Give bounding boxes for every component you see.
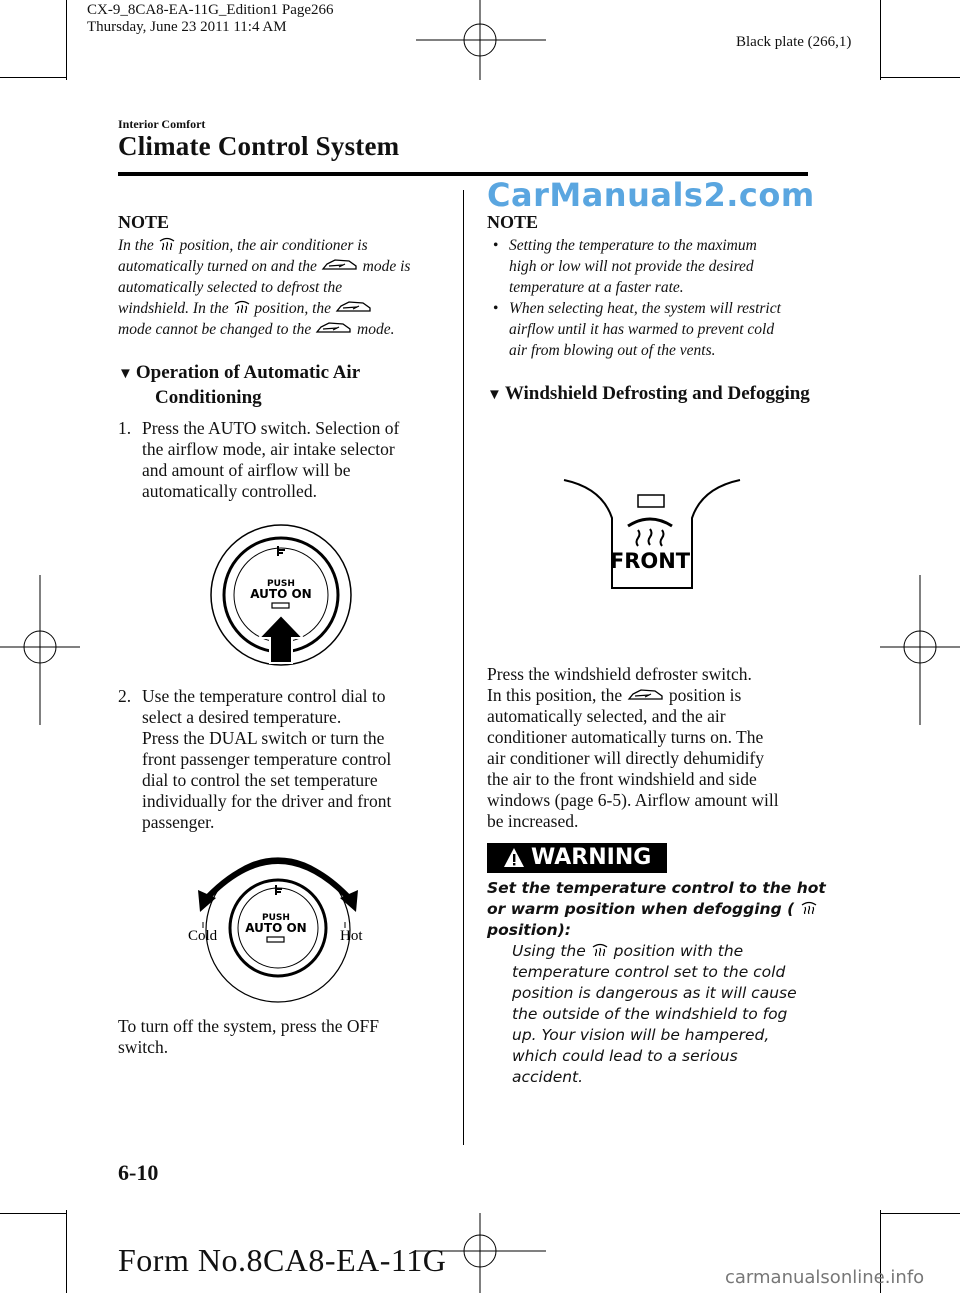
defroster-icon <box>800 900 818 914</box>
crop-mark <box>66 1210 67 1293</box>
page-title: Climate Control System <box>118 131 400 161</box>
front-defroster-switch-illustration <box>562 478 742 590</box>
print-date: Thursday, June 23 2011 11:4 AM <box>87 19 287 35</box>
registration-mark-left <box>0 575 80 725</box>
registration-mark-right <box>880 575 960 725</box>
site-watermark: carmanualsonline.info <box>725 1267 925 1288</box>
registration-mark-top <box>416 0 546 80</box>
hot-label: Hot <box>340 928 363 944</box>
auto-on-label: AUTO ON <box>245 921 307 935</box>
note-heading: NOTE <box>118 212 170 232</box>
crop-mark <box>880 1213 960 1214</box>
form-number: Form No.8CA8-EA-11G <box>118 1242 447 1278</box>
crop-mark <box>66 0 67 80</box>
section-heading-auto-ac: ▼ Operation of Automatic Air Conditioning <box>118 362 361 408</box>
warning-text: Set the temperature control to the hot or warm position when defogging ( position): Using the position with the temperature control set to the cold position is dangerous as it will cause the outside of the windshield to fog up. Your vision will be hampered, which could lead to a serious accident. <box>487 879 826 1086</box>
crop-mark <box>880 77 960 78</box>
list-item: • Setting the temperature to the maximum high or low will not provide the desired temperature at a faster rate. <box>487 235 827 298</box>
list-item: • When selecting heat, the system will restrict airflow until it has warmed to prevent cold air from blowing out of the vents. <box>487 298 827 361</box>
section-label: Interior Comfort <box>118 117 206 131</box>
defroster-icon <box>591 942 609 956</box>
step-2: 2. Use the temperature control dial to select a desired temperature. Press the DUAL switch or turn the front passenger temperature control dial to control the set temperature individually for the driver and front passenger. <box>118 686 392 832</box>
cold-label: Cold <box>188 928 218 944</box>
auto-on-label: AUTO ON <box>250 587 312 601</box>
crop-mark <box>0 77 66 78</box>
section-heading-defrost: ▼ Windshield Defrosting and Defogging <box>487 382 810 407</box>
step-1: 1. Press the AUTO switch. Selection of the airflow mode, air intake selector and amount of airflow will be automatically controlled. <box>118 418 400 501</box>
defrost-mode-icon <box>315 321 353 335</box>
push-label: PUSH <box>267 579 295 589</box>
section-marker-icon: ▼ <box>118 366 133 382</box>
column-divider <box>463 190 464 1145</box>
defrost-mode-icon <box>627 688 665 702</box>
page-number: 6-10 <box>118 1160 159 1185</box>
note-text: In the position, the air conditioner is automatically turned on and the mode is automatically selected to defrost the windshield. In the position, the mode cannot be changed to the mode. <box>118 237 411 338</box>
defrost-mode-icon <box>321 258 359 272</box>
defrost-mode-icon <box>335 300 373 314</box>
plate-label: Black plate (266,1) <box>736 34 852 50</box>
warning-icon <box>503 847 525 869</box>
watermark: CarManuals2.com <box>487 176 815 214</box>
warning-badge: WARNING <box>487 843 667 873</box>
defroster-icon <box>158 236 176 250</box>
front-label: FRONT <box>609 549 691 573</box>
doc-id: CX-9_8CA8-EA-11G_Edition1 Page266 <box>87 2 334 18</box>
off-instructions: To turn off the system, press the OFF switch. <box>118 1016 379 1057</box>
defrost-body-text: Press the windshield defroster switch. In this position, the position is automatically selected, and the air conditioner automatically turns on. The air conditioner will directly dehumidify the air to the front windshield and side windows (page 6-5). Airflow amount will be increased. <box>487 664 779 831</box>
note-heading-right: NOTE <box>487 212 539 232</box>
push-label: PUSH <box>262 913 290 923</box>
defroster-icon <box>233 299 251 313</box>
note-bullets <box>487 235 827 361</box>
crop-mark <box>880 0 881 80</box>
crop-mark <box>0 1213 66 1214</box>
temperature-dial-illustration <box>168 840 383 1005</box>
auto-switch-illustration <box>206 523 356 668</box>
section-marker-icon: ▼ <box>487 387 502 403</box>
